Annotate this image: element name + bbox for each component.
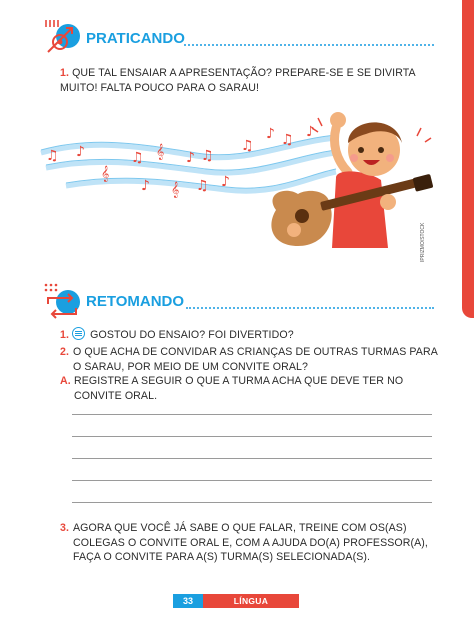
- subject-label: LÍNGUA PORTUGUESA: [203, 594, 299, 608]
- writing-line[interactable]: [72, 414, 432, 415]
- page-number: 33: [173, 594, 203, 608]
- svg-text:♫: ♫: [281, 132, 294, 148]
- svg-text:𝄞: 𝄞: [156, 144, 165, 160]
- writing-line[interactable]: [72, 502, 432, 503]
- subitem-letter: A.: [60, 375, 71, 387]
- svg-text:♪: ♪: [306, 124, 315, 140]
- side-tab: [462, 0, 474, 318]
- svg-text:♫: ♫: [201, 148, 214, 164]
- retomando-icon: [42, 282, 82, 322]
- svg-text:♫: ♫: [46, 148, 59, 164]
- svg-text:♪: ♪: [141, 178, 150, 194]
- writing-line[interactable]: [72, 436, 432, 437]
- item-number: 1.: [60, 67, 70, 79]
- retomando-item-1: [60, 327, 445, 343]
- item-number: 2.: [60, 346, 70, 358]
- oral-activity-icon: [72, 327, 85, 340]
- writing-line[interactable]: [72, 480, 432, 481]
- svg-text:♪: ♪: [221, 174, 230, 190]
- svg-text:♫: ♫: [241, 138, 254, 154]
- svg-text:𝄞: 𝄞: [101, 166, 110, 182]
- image-credit-text: IPRIZMO/STOCK: [420, 222, 426, 262]
- praticando-title: PRATICANDO: [86, 30, 185, 47]
- item-text: O QUE ACHA DE CONVIDAR AS CRIANÇAS DE OUTRAS TURMAS PARA O SARAU, POR MEIO DE UM CONVITE ORAL?: [73, 346, 438, 373]
- subitem-text: REGISTRE A SEGUIR O QUE A TURMA ACHA QUE DEVE TER NO CONVITE ORAL.: [74, 375, 404, 402]
- praticando-icon: [42, 18, 82, 58]
- svg-text:𝄞: 𝄞: [171, 182, 180, 198]
- svg-text:♪: ♪: [186, 150, 195, 166]
- image-credit: [420, 212, 430, 262]
- retomando-title: RETOMANDO: [86, 293, 185, 310]
- item-text: GOSTOU DO ENSAIO? FOI DIVERTIDO?: [90, 329, 294, 341]
- svg-text:♪: ♪: [76, 144, 85, 160]
- svg-text:♪: ♪: [266, 126, 275, 142]
- praticando-divider: [184, 44, 434, 46]
- boy-guitar-illustration: [36, 98, 446, 268]
- praticando-item-1: [60, 66, 445, 95]
- retomando-item-2: [60, 345, 440, 403]
- svg-text:♫: ♫: [131, 150, 144, 166]
- item-text: AGORA QUE VOCÊ JÁ SABE O QUE FALAR, TREINE COM OS(AS) COLEGAS O CONVITE ORAL E, COM A AJUDA DO(A) PROFESSOR(A), FAÇA O CONVITE PARA A(S) TURMA(S) SELECIONADA(S).: [73, 522, 428, 563]
- retomando-item-3: [60, 521, 440, 565]
- item-number: 3.: [60, 522, 70, 534]
- retomando-divider: [186, 307, 434, 309]
- item-number: 1.: [60, 329, 70, 341]
- svg-text:♫: ♫: [196, 178, 209, 194]
- writing-line[interactable]: [72, 458, 432, 459]
- item-text: QUE TAL ENSAIAR A APRESENTAÇÃO? PREPARE-SE E SE DIVIRTA MUITO! FALTA POUCO PARA O SARAU!: [60, 67, 416, 94]
